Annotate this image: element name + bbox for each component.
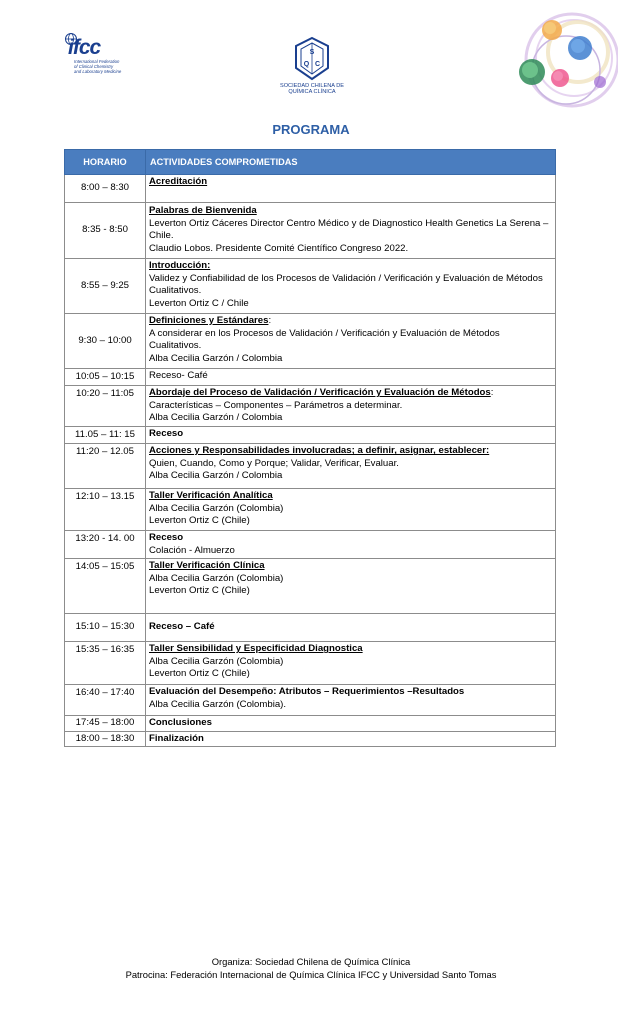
activity-line: Leverton Ortiz C / Chile <box>149 297 249 309</box>
table-row <box>65 259 556 314</box>
row-time: 11.05 – 11: 15 <box>65 427 146 444</box>
row-time: 10:05 – 10:15 <box>65 369 146 386</box>
activity-line: Alba Cecilia Garzón (Colombia) <box>149 572 284 584</box>
row-activity <box>146 444 556 489</box>
table-row <box>65 614 556 642</box>
row-time: 14:05 – 15:05 <box>65 559 146 614</box>
ifcc-tagline-line: International Federation <box>74 59 120 64</box>
column-header-horario: HORARIO <box>65 150 146 175</box>
row-activity <box>146 203 556 259</box>
row-time: 15:35 – 16:35 <box>65 642 146 685</box>
row-time: 8:55 – 9:25 <box>65 259 146 314</box>
activity-line: Alba Cecilia Garzón (Colombia) <box>149 502 284 514</box>
table-row <box>65 314 556 369</box>
table-row <box>65 731 556 747</box>
row-time: 8:35 - 8:50 <box>65 203 146 259</box>
activity-title: Acciones y Responsabilidades involucradas; a definir, asignar, establecer: <box>149 445 490 456</box>
activity-line: Validez y Confiabilidad de los Procesos de Validación / Verificación y Evaluación de Métodos Cualitativos. <box>149 272 543 297</box>
sociedad-name-line: SOCIEDAD CHILENA DE <box>279 83 345 89</box>
emblem-letter: C <box>314 61 321 68</box>
row-activity <box>146 489 556 531</box>
activity-title: Acreditación <box>149 176 208 187</box>
table-row <box>65 489 556 531</box>
table-row <box>65 685 556 716</box>
activity-title: Taller Verificación Clínica <box>149 560 265 572</box>
row-time: 16:40 – 17:40 <box>65 685 146 716</box>
row-activity: Receso- Café <box>146 369 556 386</box>
emblem-letter: Q <box>303 61 310 68</box>
program-table <box>64 149 556 747</box>
page-footer <box>0 955 622 981</box>
activity-line: Colación - Almuerzo <box>149 544 235 556</box>
activity-line: Alba Cecilia Garzón / Colombia <box>149 412 283 424</box>
row-time: 8:00 – 8:30 <box>65 175 146 203</box>
ifcc-wordmark: ifcc <box>68 36 101 59</box>
row-activity <box>146 259 556 314</box>
activity-bold-text: Receso <box>149 532 184 543</box>
footer-organiza: Organiza: Sociedad Chilena de Química Clínica <box>211 956 411 967</box>
column-header-actividades: ACTIVIDADES COMPROMETIDAS <box>146 150 556 175</box>
row-activity <box>146 559 556 614</box>
activity-title-text: Definiciones y Estándares <box>149 315 269 326</box>
row-activity <box>146 642 556 685</box>
row-time: 17:45 – 18:00 <box>65 716 146 732</box>
table-row <box>65 427 556 444</box>
activity-title: Taller Verificación Analítica <box>149 490 273 501</box>
sociedad-name <box>270 83 354 95</box>
row-activity <box>146 175 556 203</box>
decorative-molecule-art <box>500 8 618 120</box>
activity-line: Alba Cecilia Garzón (Colombia). <box>149 698 287 710</box>
activity-line: Leverton Ortiz C (Chile) <box>149 585 250 597</box>
activity-bold-text: Conclusiones <box>149 717 212 729</box>
sociedad-logo <box>270 36 354 96</box>
row-time: 18:00 – 18:30 <box>65 731 146 747</box>
activity-bold-text: Evaluación del Desempeño: Atributos – Requerimientos –Resultados <box>149 686 465 698</box>
ifcc-tagline <box>74 60 154 74</box>
activity-line: Claudio Lobos. Presidente Comité Científico Congreso 2022. <box>149 242 409 254</box>
activity-line: Alba Cecilia Garzón / Colombia <box>149 352 283 364</box>
page-title: PROGRAMA <box>272 122 350 137</box>
row-activity <box>146 685 556 716</box>
sociedad-name-line: QUÍMICA CLÍNICA <box>288 89 336 95</box>
row-time: 10:20 – 11:05 <box>65 386 146 427</box>
activity-bold-text: Finalización <box>149 732 204 744</box>
table-row <box>65 531 556 559</box>
activity-title: Taller Sensibilidad y Especificidad Diagnostica <box>149 643 363 655</box>
row-time: 13:20 - 14. 00 <box>65 531 146 559</box>
table-row <box>65 716 556 732</box>
activity-title: Palabras de Bienvenida <box>149 205 257 216</box>
activity-title <box>149 315 552 328</box>
row-activity <box>146 427 556 444</box>
emblem-letter: S <box>309 49 315 56</box>
row-time: 11:20 – 12.05 <box>65 444 146 489</box>
row-activity <box>146 731 556 747</box>
table-row <box>65 559 556 614</box>
ifcc-tagline-line: of Clinical Chemistry <box>74 63 114 69</box>
ifcc-tagline-line: and Laboratory Medicine <box>74 68 122 74</box>
activity-line: Leverton Ortiz C (Chile) <box>149 515 250 527</box>
ifcc-logo <box>64 34 154 84</box>
activity-title: Introducción: <box>149 260 211 271</box>
activity-line: Leverton Ortiz Cáceres Director Centro Médico y de Diagnostico Health Genetics La Serena – Chile. <box>149 217 549 242</box>
table-row <box>65 444 556 489</box>
table-row <box>65 642 556 685</box>
table-row <box>65 386 556 427</box>
row-activity <box>146 386 556 427</box>
activity-title-suffix: : <box>268 315 272 326</box>
table-header-row <box>65 150 556 175</box>
page-header <box>0 0 622 120</box>
activity-line: Alba Cecilia Garzón (Colombia) <box>149 655 284 667</box>
table-row <box>65 203 556 259</box>
row-time: 9:30 – 10:00 <box>65 314 146 369</box>
activity-bold-text: Receso <box>149 428 184 439</box>
table-row <box>65 369 556 386</box>
row-activity <box>146 314 556 369</box>
row-activity <box>146 614 556 642</box>
row-activity <box>146 531 556 559</box>
row-time: 12:10 – 13.15 <box>65 489 146 531</box>
activity-line: Alba Cecilia Garzón / Colombia <box>149 470 283 482</box>
activity-line: Quien, Cuando, Como y Porque; Validar, Verificar, Evaluar. <box>149 457 399 469</box>
activity-line: A considerar en los Procesos de Validación / Verificación y Evaluación de Métodos Cualitativos. <box>149 327 500 352</box>
activity-title-suffix: : <box>490 387 494 398</box>
activity-bold-text: Receso – Café <box>149 621 215 633</box>
activity-line: Características – Componentes – Parámetros a determinar. <box>149 399 403 411</box>
activity-line: Leverton Ortiz C (Chile) <box>149 668 250 680</box>
activity-title <box>149 387 552 400</box>
activity-title-text: Abordaje del Proceso de Validación / Verificación y Evaluación de Métodos <box>149 387 491 398</box>
sociedad-emblem-icon <box>292 36 332 81</box>
row-time: 15:10 – 15:30 <box>65 614 146 642</box>
row-activity <box>146 716 556 732</box>
table-row <box>65 175 556 203</box>
footer-patrocina: Patrocina: Federación Internacional de Química Clínica IFCC y Universidad Santo Tomas <box>125 969 497 980</box>
